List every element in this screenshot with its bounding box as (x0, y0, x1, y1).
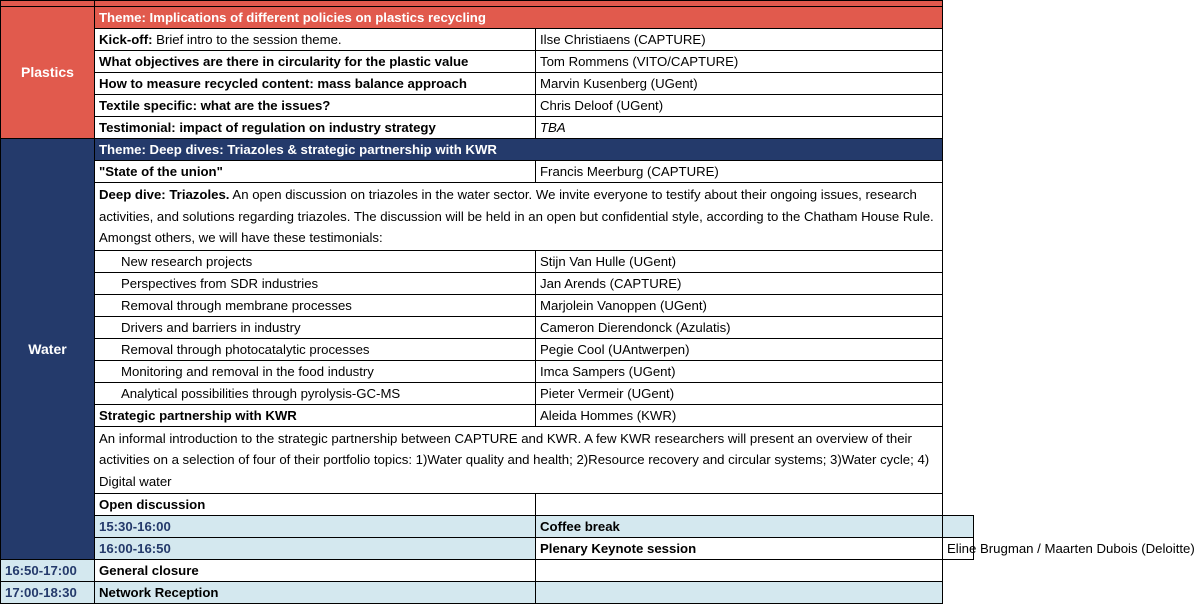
kickoff-description: Brief intro to the session theme. (152, 32, 342, 47)
table-row (1, 272, 974, 294)
table-row (1, 51, 974, 73)
kickoff-speaker: Ilse Christiaens (CAPTURE) (536, 29, 943, 51)
empty-speaker-cell (536, 494, 943, 516)
schedule-speaker (943, 516, 974, 538)
water-theme-row (1, 139, 974, 161)
session-speaker: Francis Meerburg (CAPTURE) (536, 161, 943, 183)
table-row (1, 95, 974, 117)
deep-dive-label: Deep dive: Triazoles. (99, 187, 230, 202)
testimonial-topic: Perspectives from SDR industries (95, 272, 536, 294)
schedule-speaker (536, 582, 943, 604)
session-topic: What objectives are there in circularity for the plastic value (95, 51, 536, 73)
testimonial-topic: Removal through photocatalytic processes (95, 338, 536, 360)
table-row (1, 117, 974, 139)
table-row (1, 161, 974, 183)
testimonial-topic: Drivers and barriers in industry (95, 316, 536, 338)
table-row (1, 316, 974, 338)
table-row (1, 360, 974, 382)
kickoff-topic (95, 29, 536, 51)
table-row (1, 294, 974, 316)
kwr-description: An informal introduction to the strategic partnership between CAPTURE and KWR. A few KWR researchers will present an overview of their activities on a selection of four of their portfolio topics: 1)Water quality and health; 2)Resource recovery and circular systems; 3)Water cycle; 4) Digital water (95, 426, 943, 494)
table-row (1, 338, 974, 360)
session-speaker: TBA (536, 117, 943, 139)
testimonial-speaker: Pieter Vermeir (UGent) (536, 382, 943, 404)
table-row (1, 73, 974, 95)
track-label-plastics: Plastics (1, 7, 95, 139)
time-slot: 16:50-17:00 (1, 560, 95, 582)
kwr-description-row (1, 426, 974, 494)
testimonial-topic: Analytical possibilities through pyrolysis-GC-MS (95, 382, 536, 404)
track-label-water: Water (1, 139, 95, 560)
session-topic: How to measure recycled content: mass balance approach (95, 73, 536, 95)
table-row (1, 404, 974, 426)
testimonial-speaker: Stijn Van Hulle (UGent) (536, 250, 943, 272)
table-row (1, 250, 974, 272)
schedule-row (1, 538, 974, 560)
testimonial-topic: Monitoring and removal in the food industry (95, 360, 536, 382)
session-topic: "State of the union" (95, 161, 536, 183)
session-speaker: Tom Rommens (VITO/CAPTURE) (536, 51, 943, 73)
session-topic: Strategic partnership with KWR (95, 404, 536, 426)
testimonial-topic: Removal through membrane processes (95, 294, 536, 316)
water-theme: Theme: Deep dives: Triazoles & strategic partnership with KWR (95, 139, 943, 161)
schedule-title: Plenary Keynote session (536, 538, 943, 560)
session-speaker: Marvin Kusenberg (UGent) (536, 73, 943, 95)
table-row (1, 494, 974, 516)
testimonial-speaker: Jan Arends (CAPTURE) (536, 272, 943, 294)
schedule-row (1, 560, 974, 582)
schedule-title: General closure (95, 560, 536, 582)
schedule-title: Coffee break (536, 516, 943, 538)
schedule-title: Network Reception (95, 582, 536, 604)
open-discussion: Open discussion (95, 494, 536, 516)
testimonial-speaker: Imca Sampers (UGent) (536, 360, 943, 382)
schedule-row (1, 516, 974, 538)
time-slot: 15:30-16:00 (95, 516, 536, 538)
plastics-theme: Theme: Implications of different policies on plastics recycling (95, 7, 943, 29)
plastics-theme-row (1, 7, 974, 29)
session-speaker: Aleida Hommes (KWR) (536, 404, 943, 426)
testimonial-speaker: Pegie Cool (UAntwerpen) (536, 338, 943, 360)
session-speaker: Chris Deloof (UGent) (536, 95, 943, 117)
kickoff-label: Kick-off: (99, 32, 153, 47)
deep-dive-row (1, 183, 974, 251)
time-slot: 17:00-18:30 (1, 582, 95, 604)
table-row (1, 382, 974, 404)
session-topic: Textile specific: what are the issues? (95, 95, 536, 117)
schedule-row (1, 582, 974, 604)
deep-dive-text: An open discussion on triazoles in the water sector. We invite everyone to testify about their ongoing issues, research activities, and solutions regarding triazoles. The discussion will be held in an open but confidential style, according to the Chatham House Rule. Amongst others, we will have these testimonials: (99, 187, 934, 245)
deep-dive-description (95, 183, 943, 251)
testimonial-speaker: Marjolein Vanoppen (UGent) (536, 294, 943, 316)
plastics-kickoff-row (1, 29, 974, 51)
time-slot: 16:00-16:50 (95, 538, 536, 560)
schedule-speaker: Eline Brugman / Maarten Dubois (Deloitte) (943, 538, 974, 560)
session-topic: Testimonial: impact of regulation on industry strategy (95, 117, 536, 139)
testimonial-topic: New research projects (95, 250, 536, 272)
schedule-speaker (536, 560, 943, 582)
testimonial-speaker: Cameron Dierendonck (Azulatis) (536, 316, 943, 338)
